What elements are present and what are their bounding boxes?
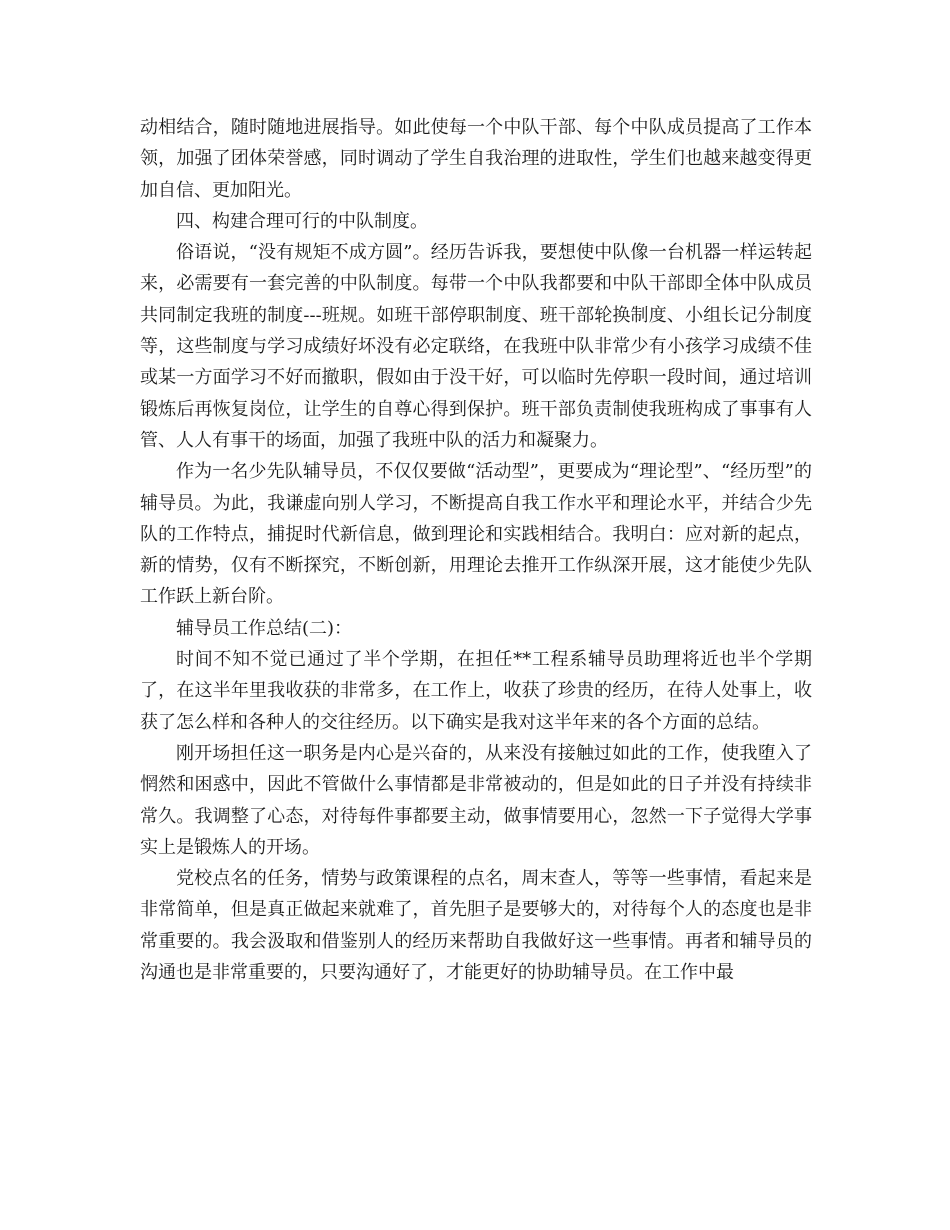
paragraph-half-semester: 时间不知不觉已通过了半个学期，在担任**工程系辅导员助理将近也半个学期了，在这半年里我收获的非常多，在工作上，收获了珍贵的经历，在待人处事上，收获了怎么样和各种人的交往经历。以下确实是我对这半年来的各个方面的总结。 bbox=[140, 649, 812, 733]
section-heading-summary-two: 辅导员工作总结(二)： bbox=[176, 617, 353, 639]
section-heading-squad-system: 四、构建合理可行的中队制度。 bbox=[176, 210, 428, 232]
paragraph-party-school-tasks: 党校点名的任务，情势与政策课程的点名，周末查人，等等一些事情，看起来是非常简单，但是真正做起来就难了，首先胆子是要够大的，对待每个人的态度也是非常重要的。我会汲取和借鉴别人的经历来帮助自我做好这一些事情。再者和辅导员的沟通也是非常重要的，只要沟通好了，才能更好的协助辅导员。在工作中最 bbox=[140, 868, 812, 984]
paragraph-continuation: 动相结合，随时随地进展指导。如此使每一个中队干部、每个中队成员提高了工作本领，加强了团体荣誉感，同时调动了学生自我治理的进取性，学生们也越来越变得更加自信、更加阳光。 bbox=[140, 117, 812, 201]
paragraph-first-days: 刚开场担任这一职务是内心是兴奋的，从来没有接触过如此的工作，使我堕入了惘然和困惑中，因此不管做什么事情都是非常被动的，但是如此的日子并没有持续非常久。我调整了心态，对待每件事都要主动，做事情要用心，忽然一下子觉得大学事实上是锻炼人的开场。 bbox=[140, 742, 812, 858]
document-page bbox=[140, 112, 812, 988]
paragraph-counselor-role: 作为一名少先队辅导员，不仅仅要做“活动型”，更要成为“理论型”、“经历型”的辅导员。为此，我谦虚向别人学习，不断提高自我工作水平和理论水平，并结合少先队的工作特点，捕捉时代新信息，做到理论和实践相结合。我明白：应对新的起点，新的情势，仅有不断探究，不断创新，用理论去推开工作纵深开展，这才能使少先队工作跃上新台阶。 bbox=[140, 461, 812, 608]
paragraph-rules: 俗语说，“没有规矩不成方圆”。经历告诉我，要想使中队像一台机器一样运转起来，必需要有一套完善的中队制度。每带一个中队我都要和中队干部即全体中队成员共同制定我班的制度---班规。如班干部停职制度、班干部轮换制度、小组长记分制度等，这些制度与学习成绩好坏没有必定联络，在我班中队非常少有小孩学习成绩不佳或某一方面学习不好而撤职，假如由于没干好，可以临时先停职一段时间，通过培训锻炼后再恢复岗位，让学生的自尊心得到保护。班干部负责制使我班构成了事事有人管、人人有事干的场面，加强了我班中队的活力和凝聚力。 bbox=[140, 242, 812, 451]
